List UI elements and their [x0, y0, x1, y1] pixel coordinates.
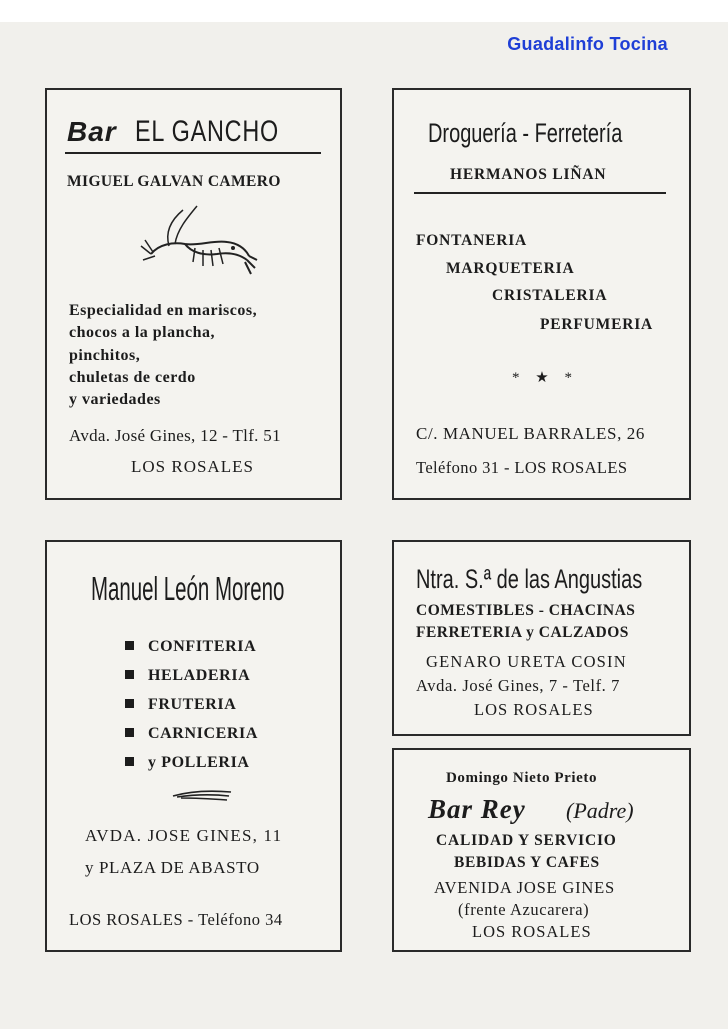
ad4-line2: FERRETERIA y CALZADOS — [416, 624, 629, 641]
ad3-footer: LOS ROSALES - Teléfono 34 — [69, 910, 283, 929]
ad1-line: chuletas de cerdo — [69, 368, 196, 386]
watermark-text: Guadalinfo Tocina — [507, 34, 668, 54]
ad4-title: Ntra. S.ª de las Angustias — [416, 564, 643, 594]
ad5-line1: CALIDAD Y SERVICIO — [436, 832, 617, 849]
ad3-list-item — [125, 719, 258, 748]
ad-manuel-leon-moreno — [45, 540, 342, 952]
ad2-title: Droguería - Ferretería — [428, 118, 623, 148]
bullet-icon — [125, 641, 134, 650]
ad5-note: (frente Azucarera) — [458, 900, 590, 919]
ad2-item: FONTANERIA — [416, 232, 528, 249]
ad3-item-label: HELADERIA — [148, 667, 251, 684]
ad1-address: Avda. José Gines, 12 - Tlf. 51 — [69, 426, 281, 445]
ad2-title-rule — [414, 192, 666, 194]
ad1-line: y variedades — [69, 391, 161, 409]
ad5-address: AVENIDA JOSE GINES — [434, 878, 615, 897]
ad1-line: chocos a la plancha, — [69, 324, 216, 342]
bullet-icon — [125, 670, 134, 679]
ad3-list — [125, 632, 258, 777]
bullet-icon — [125, 699, 134, 708]
ad3-item-label: CARNICERIA — [148, 725, 259, 742]
ad1-name: EL GANCHO — [135, 115, 279, 148]
lobster-icon — [139, 202, 259, 284]
ad2-subtitle: HERMANOS LIÑAN — [450, 166, 607, 183]
ad5-brand: Bar Rey — [428, 794, 526, 824]
ad4-line1: COMESTIBLES - CHACINAS — [416, 602, 636, 619]
feather-ornament-icon — [171, 788, 233, 804]
ad2-item: PERFUMERIA — [540, 316, 654, 333]
ad2-phone: Teléfono 31 - LOS ROSALES — [416, 458, 628, 477]
ad-ntra-sra-angustias — [392, 540, 691, 736]
ad3-address1: AVDA. JOSE GINES, 11 — [85, 826, 283, 845]
ad2-stars-icon: * ★ * — [512, 370, 578, 386]
ad2-item: MARQUETERIA — [446, 260, 575, 277]
ad3-list-item — [125, 748, 258, 777]
ad1-brand-word: Bar — [67, 116, 117, 147]
ad1-town: LOS ROSALES — [131, 457, 254, 476]
bullet-icon — [125, 728, 134, 737]
ad5-line2: BEBIDAS Y CAFES — [454, 854, 600, 871]
ad4-owner: GENARO URETA COSIN — [426, 652, 627, 671]
ad2-item: CRISTALERIA — [492, 287, 608, 304]
ad3-item-label: y POLLERIA — [148, 754, 250, 771]
ad3-title: Manuel León Moreno — [91, 570, 285, 607]
ad1-owner: MIGUEL GALVAN CAMERO — [67, 173, 281, 190]
ad3-list-item — [125, 632, 258, 661]
ad3-address2: y PLAZA DE ABASTO — [85, 858, 260, 877]
ad1-line: pinchitos, — [69, 346, 141, 364]
ad1-line: Especialidad en mariscos, — [69, 302, 258, 319]
ad-bar-rey — [392, 748, 691, 952]
ad3-list-item — [125, 661, 258, 690]
ad-drogueria-ferreteria — [392, 88, 691, 500]
ad2-address: C/. MANUEL BARRALES, 26 — [416, 424, 645, 443]
ad-bar-el-gancho — [45, 88, 342, 500]
ad4-address: Avda. José Gines, 7 - Telf. 7 — [416, 676, 620, 695]
ad5-suffix: (Padre) — [566, 798, 634, 823]
ad4-town: LOS ROSALES — [474, 700, 594, 719]
ad5-town: LOS ROSALES — [472, 922, 592, 941]
ad1-specialties — [69, 300, 257, 411]
ad5-owner: Domingo Nieto Prieto — [446, 770, 598, 786]
ad3-item-label: FRUTERIA — [148, 696, 237, 713]
bullet-icon — [125, 757, 134, 766]
ad1-title-rule — [65, 152, 321, 154]
ad3-list-item — [125, 690, 258, 719]
ad3-item-label: CONFITERIA — [148, 638, 257, 655]
